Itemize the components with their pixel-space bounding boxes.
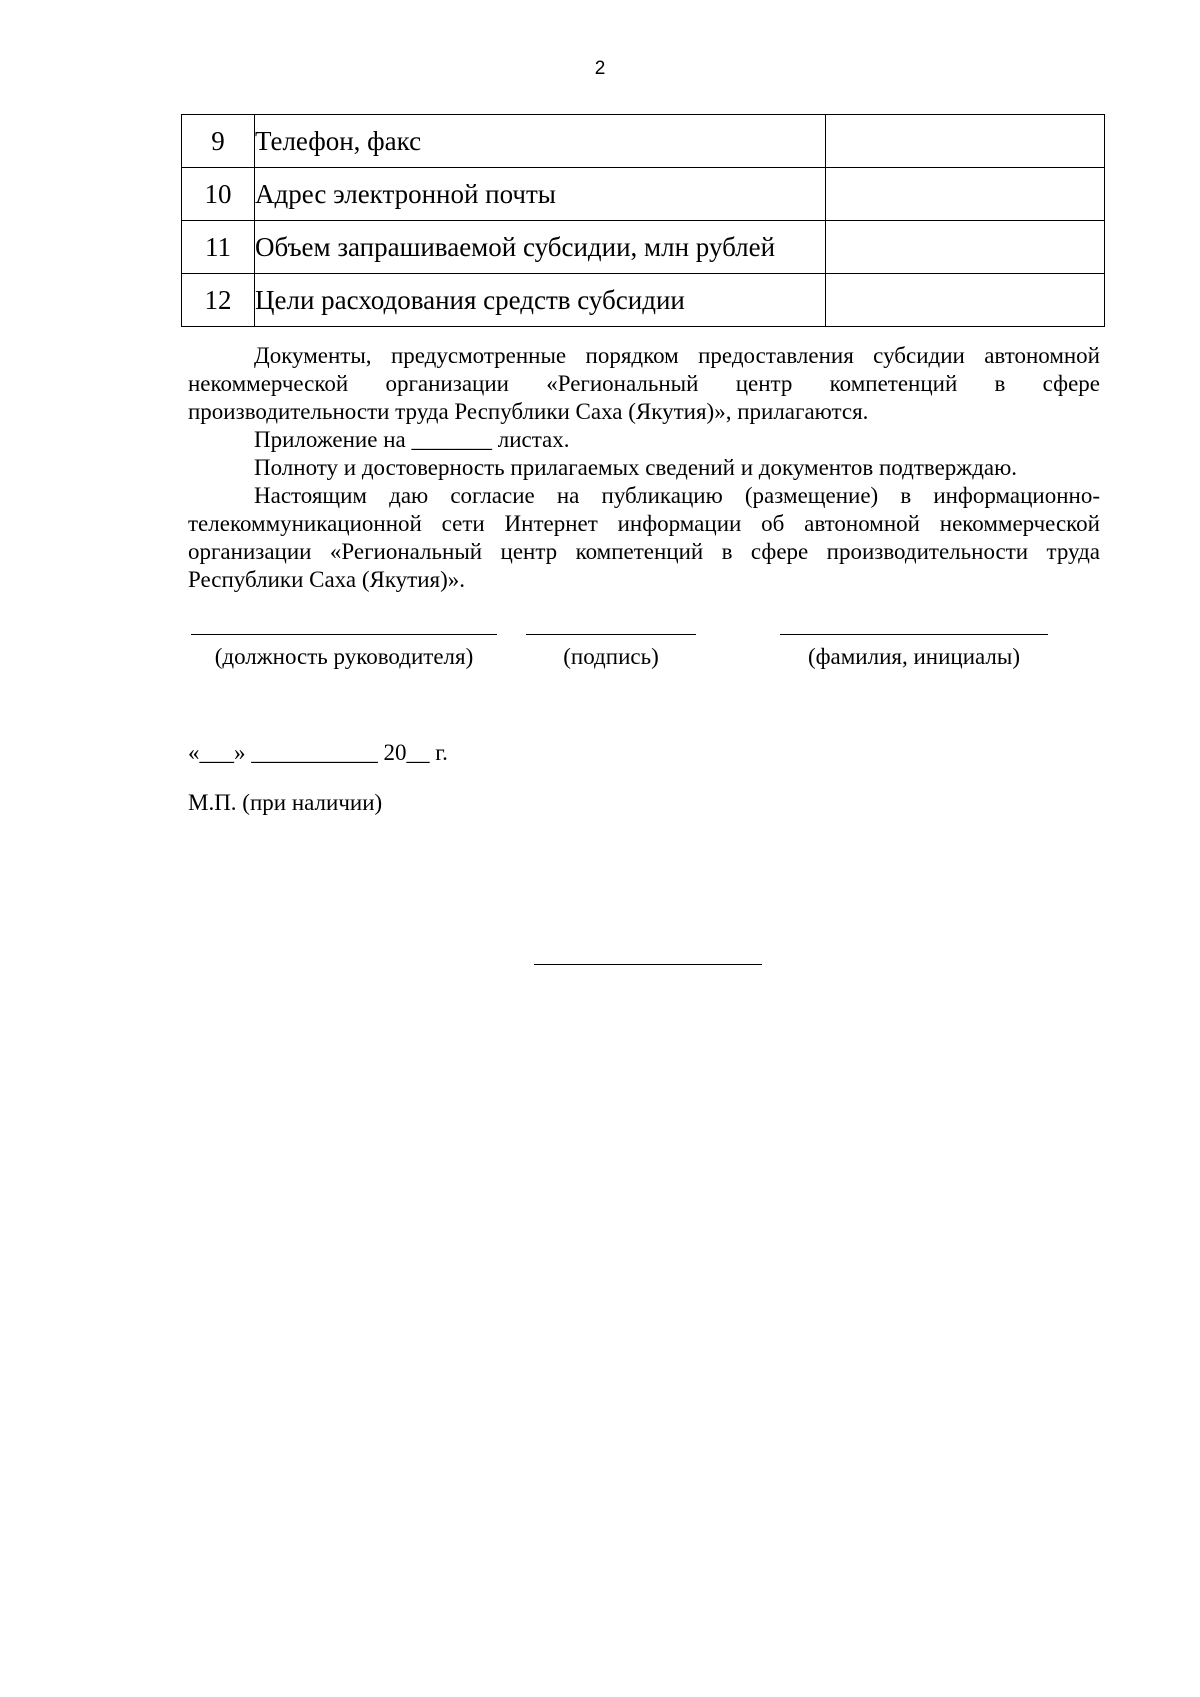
table-row xyxy=(182,274,1105,327)
signature-caption: (подпись) xyxy=(563,644,659,669)
signature-line xyxy=(526,634,696,635)
row-value xyxy=(826,115,1105,168)
row-label: Объем запрашиваемой субсидии, млн рублей xyxy=(255,221,826,274)
row-label: Телефон, факс xyxy=(255,115,826,168)
confirmation-paragraph: Полноту и достоверность прилагаемых сведений и документов подтверждаю. xyxy=(254,455,1018,480)
row-number: 9 xyxy=(182,115,255,168)
documents-paragraph: Документы, предусмотренные порядком предоставления субсидии автономной некоммерческой организации «Региональный центр компетенций в сфере производительности труда Республики Саха (Якутия)», прилагаются. xyxy=(188,343,1100,424)
attachment-paragraph: Приложение на _______ листах. xyxy=(254,427,570,452)
row-value xyxy=(826,168,1105,221)
row-label: Адрес электронной почты xyxy=(255,168,826,221)
row-label: Цели расходования средств субсидии xyxy=(255,274,826,327)
table-row xyxy=(182,115,1105,168)
stamp-note: М.П. (при наличии) xyxy=(188,790,383,815)
position-line xyxy=(191,634,497,635)
consent-paragraph: Настоящим даю согласие на публикацию (размещение) в информационно-телекоммуникационной сети Интернет информации об автономной некоммерческой организации «Региональный центр компетенций в сфере производительности труда Республики Саха (Якутия)». xyxy=(188,483,1100,592)
table-row xyxy=(182,168,1105,221)
applicant-info-table xyxy=(181,114,1105,327)
declaration-text xyxy=(188,342,1100,594)
table-row xyxy=(182,221,1105,274)
date-line: «___» ___________ 20__ г. xyxy=(188,740,448,765)
row-value xyxy=(826,274,1105,327)
row-value xyxy=(826,221,1105,274)
row-number: 12 xyxy=(182,274,255,327)
name-line xyxy=(780,634,1048,635)
row-number: 11 xyxy=(182,221,255,274)
row-number: 10 xyxy=(182,168,255,221)
page-number: 2 xyxy=(594,58,606,79)
end-rule xyxy=(534,964,762,965)
signature-block xyxy=(0,634,1200,674)
position-caption: (должность руководителя) xyxy=(214,644,474,669)
name-caption: (фамилия, инициалы) xyxy=(807,644,1021,669)
